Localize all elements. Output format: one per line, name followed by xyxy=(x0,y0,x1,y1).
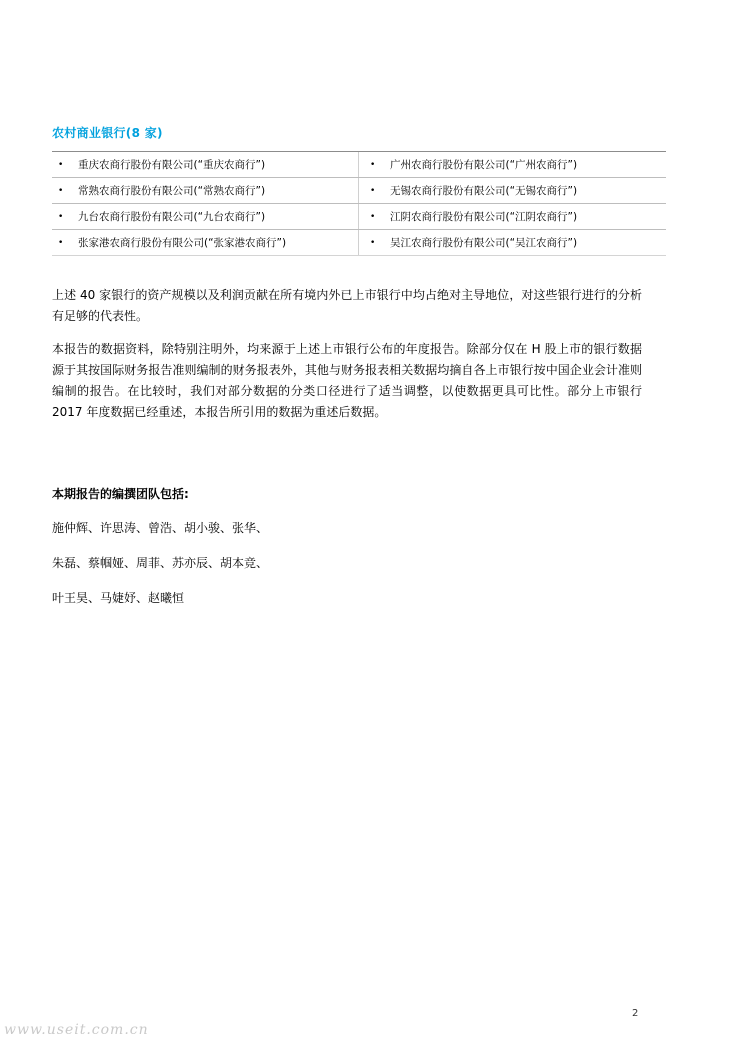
bank-list-table xyxy=(52,151,666,256)
table-cell xyxy=(52,178,359,203)
team-heading: 本期报告的编撰团队包括: xyxy=(52,487,189,501)
table-cell xyxy=(359,178,666,203)
table-row xyxy=(52,178,666,204)
table-cell xyxy=(359,152,666,177)
bank-name: 江阴农商行股份有限公司(“江阴农商行”) xyxy=(390,211,578,223)
bullet-icon: • xyxy=(370,159,376,170)
body-paragraph: 上述 40 家银行的资产规模以及利润贡献在所有境内外已上市银行中均占绝对主导地位，对这些银行进行的分析有足够的代表性。 xyxy=(52,288,642,323)
table-row xyxy=(52,152,666,178)
bank-name: 常熟农商行股份有限公司(“常熟农商行”) xyxy=(78,185,266,197)
bank-name: 重庆农商行股份有限公司(“重庆农商行”) xyxy=(78,159,266,171)
team-members-line: 施仲辉、许思涛、曾浩、胡小骏、张华、 xyxy=(52,521,269,535)
bullet-icon: • xyxy=(370,211,376,222)
table-cell xyxy=(52,204,359,229)
bullet-icon: • xyxy=(370,237,376,248)
bullet-icon: • xyxy=(58,211,64,222)
body-paragraph: 本报告的数据资料，除特别注明外，均来源于上述上市银行公布的年度报告。除部分仅在 H 股上市的银行数据源于其按国际财务报告准则编制的财务报表外，其他与财务报表相关数据均摘自各上市银行按中国企业会计准则编制的报告。在比较时，我们对部分数据的分类口径进行了适当调整，以使数据更具可比性。部分上市银行 2017 年度数据已经重述，本报告所引用的数据为重述后数据。 xyxy=(52,342,642,419)
team-members-line: 叶王昊、马婕妤、赵曦恒 xyxy=(52,591,185,605)
table-cell xyxy=(52,230,359,255)
bank-name: 无锡农商行股份有限公司(“无锡农商行”) xyxy=(390,185,578,197)
bank-name: 广州农商行股份有限公司(“广州农商行”) xyxy=(390,159,578,171)
table-cell xyxy=(52,152,359,177)
watermark: www.useit.com.cn xyxy=(4,1022,149,1038)
section-title: 农村商业银行(8 家) xyxy=(52,126,163,140)
bank-name: 吴江农商行股份有限公司(“吴江农商行”) xyxy=(390,237,578,249)
bank-name: 九台农商行股份有限公司(“九台农商行”) xyxy=(78,211,266,223)
table-cell xyxy=(359,230,666,255)
bullet-icon: • xyxy=(370,185,376,196)
bank-name: 张家港农商行股份有限公司(“张家港农商行”) xyxy=(78,237,287,249)
team-members-line: 朱磊、蔡帼娅、周菲、苏亦辰、胡本竞、 xyxy=(52,556,269,570)
table-row xyxy=(52,230,666,256)
bullet-icon: • xyxy=(58,185,64,196)
page-number: 2 xyxy=(632,1008,639,1019)
bullet-icon: • xyxy=(58,159,64,170)
bullet-icon: • xyxy=(58,237,64,248)
table-cell xyxy=(359,204,666,229)
table-row xyxy=(52,204,666,230)
